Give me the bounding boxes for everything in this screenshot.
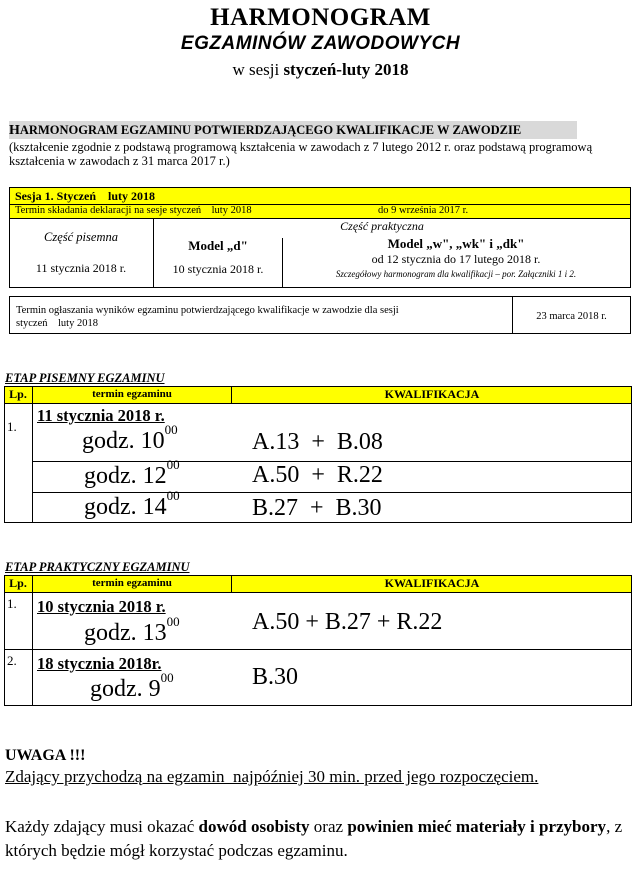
written-slot-1-qual: A.13 + B.08 [252, 429, 383, 455]
session-name: styczeń-luty 2018 [283, 60, 409, 79]
section-heading-initial: H [9, 123, 20, 138]
written-slot-2-minutes: 00 [166, 457, 180, 472]
results-value: 23 marca 2018 r. [536, 311, 607, 322]
practical-part-title: Część praktyczna [340, 219, 424, 233]
written-part-date: 11 stycznia 2018 r. [35, 261, 127, 275]
written-slot-1-minutes: 00 [164, 422, 178, 437]
practical-row-2-qual: B.30 [252, 664, 299, 690]
practical-row-2-minutes: 00 [160, 670, 174, 685]
requirements-materials: powinien mieć materiały i przybory [347, 817, 607, 836]
section-heading-text: ARMONOGRAM EGZAMINU POTWIERDZAJĄCEGO KWALIFIKACJE W ZAWODZIE [19, 123, 522, 137]
model-d-title: Model „d" [188, 238, 248, 253]
written-slot-2-time [84, 457, 180, 490]
practical-stage-table [4, 575, 632, 706]
model-d-date: 10 stycznia 2018 r. [172, 262, 264, 276]
practical-row-1-hour: godz. 13 [84, 620, 167, 646]
deadline-value: do 9 września 2017 r. [378, 205, 469, 216]
section-heading [9, 121, 577, 139]
written-col-lp: Lp. [9, 387, 27, 401]
warning-label: UWAGA !!! [5, 747, 86, 764]
session-table [9, 187, 631, 288]
practical-row-2-time [90, 670, 174, 703]
written-slot-3-time [84, 488, 180, 521]
written-slot-1-hour: godz. 10 [82, 428, 165, 454]
page-title: HARMONOGRAM [210, 4, 431, 31]
requirements-part-2: oraz [309, 817, 348, 836]
practical-row-2-lp: 2. [7, 653, 17, 668]
session-label: Sesja 1. Styczeń luty 2018 [15, 189, 155, 203]
written-row-lp: 1. [7, 419, 17, 434]
results-table [9, 296, 631, 334]
results-label-line2: styczeń luty 2018 [16, 318, 98, 329]
written-row-date: 11 stycznia 2018 r. [37, 406, 165, 425]
page-subtitle: EGZAMINÓW ZAWODOWYCH [180, 33, 461, 54]
written-slot-2-hour: godz. 12 [84, 463, 167, 489]
requirements-part-1: Każdy zdający musi okazać [5, 817, 199, 836]
model-w-title: Model „w", „wk" i „dk" [387, 236, 525, 251]
model-w-date: od 12 stycznia do 17 lutego 2018 r. [371, 252, 541, 266]
practical-row-1-lp: 1. [7, 596, 17, 611]
session-prefix: w sesji [232, 60, 284, 79]
practical-row-1-time [84, 614, 180, 647]
results-label-line1: Termin ogłaszania wyników egzaminu potwierdzającego kwalifikacje w zawodzie dla sesji [16, 305, 399, 316]
written-slot-1-time [82, 422, 178, 455]
practical-col-qual: KWALIFIKACJA [384, 576, 480, 590]
model-w-note: Szczegółowy harmonogram dla kwalifikacji – por. Załączniki 1 i 2. [335, 269, 577, 279]
written-col-qual: KWALIFIKACJA [384, 387, 480, 401]
practical-row-2-hour: godz. 9 [90, 676, 161, 702]
requirements-id-card: dowód osobisty [198, 817, 310, 836]
session-line [0, 60, 641, 80]
written-stage-table [4, 386, 632, 523]
practical-col-lp: Lp. [9, 576, 27, 590]
written-slot-3-minutes: 00 [166, 488, 180, 503]
practical-stage-title: ETAP PRAKTYCZNY EGZAMINU [5, 560, 190, 574]
practical-row-1-date: 10 stycznia 2018 r. [37, 597, 166, 616]
written-slot-2-qual: A.50 + R.22 [252, 462, 383, 488]
requirements-text [5, 815, 625, 863]
written-slot-3-hour: godz. 14 [84, 494, 167, 520]
practical-row-2-date: 18 stycznia 2018r. [37, 654, 162, 673]
practical-row-1-minutes: 00 [166, 614, 180, 629]
written-slot-3-qual: B.27 + B.30 [252, 495, 382, 521]
written-col-date: termin egzaminu [92, 388, 172, 400]
requirements-part-3: , z których będzie mógł korzystać podczas egzaminu. [5, 817, 623, 860]
warning-text: Zdający przychodzą na egzamin najpóźniej 30 min. przed jego rozpoczęciem. [5, 767, 539, 786]
section-subheading: (kształcenie zgodnie z podstawą programową kształcenia w zawodach z 7 lutego 2012 r. oraz podstawą programową kształcenia w zawodach z 31 marca 2017 r.) [9, 140, 593, 168]
written-stage-title: ETAP PISEMNY EGZAMINU [5, 371, 165, 385]
practical-col-date: termin egzaminu [92, 577, 172, 589]
deadline-label: Termin składania deklaracji na sesje styczeń luty 2018 [15, 205, 252, 216]
written-part-title: Część pisemna [44, 230, 118, 244]
practical-row-1-qual: A.50 + B.27 + R.22 [252, 609, 443, 635]
